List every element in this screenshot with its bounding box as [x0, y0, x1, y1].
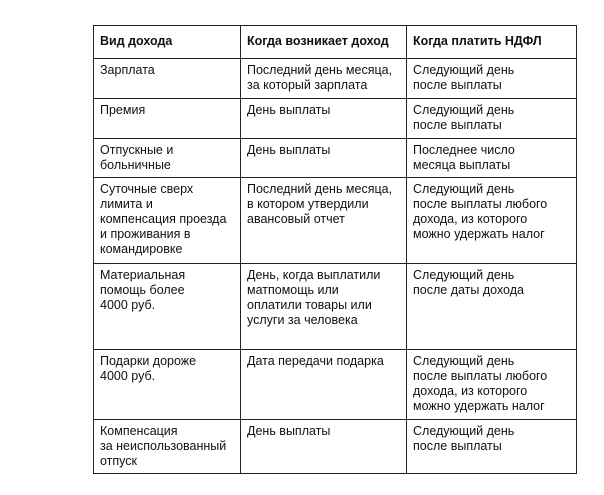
- table-header-row: [94, 26, 577, 59]
- cell-when-to-pay-ndfl: Последнее число месяца выплаты: [407, 139, 577, 178]
- cell-when-to-pay-ndfl: Следующий день после выплаты: [407, 420, 577, 474]
- cell-income-type: Отпускные и больничные: [94, 139, 241, 178]
- header-when-income-arises: Когда возникает доход: [241, 26, 407, 59]
- cell-income-type: Зарплата: [94, 59, 241, 99]
- cell-when-to-pay-ndfl: Следующий день после выплаты любого дохода, из которого можно удержать налог: [407, 178, 577, 264]
- cell-when-income-arises: День выплаты: [241, 99, 407, 139]
- cell-when-income-arises: Последний день месяца, в котором утвердили авансовый отчет: [241, 178, 407, 264]
- cell-when-income-arises: Последний день месяца, за который зарплата: [241, 59, 407, 99]
- cell-income-type: Компенсация за неиспользованный отпуск: [94, 420, 241, 474]
- cell-income-type: Материальная помощь более 4000 руб.: [94, 264, 241, 350]
- table-row: [94, 350, 577, 420]
- table-row: [94, 420, 577, 474]
- cell-when-income-arises: День выплаты: [241, 139, 407, 178]
- table-row: [94, 264, 577, 350]
- table-row: [94, 99, 577, 139]
- header-income-type: Вид дохода: [94, 26, 241, 59]
- table-row: [94, 139, 577, 178]
- cell-when-income-arises: Дата передачи подарка: [241, 350, 407, 420]
- cell-income-type: Подарки дороже 4000 руб.: [94, 350, 241, 420]
- cell-when-to-pay-ndfl: Следующий день после выплаты: [407, 59, 577, 99]
- ndfl-payment-table: [93, 25, 577, 474]
- cell-income-type: Премия: [94, 99, 241, 139]
- cell-when-to-pay-ndfl: Следующий день после даты дохода: [407, 264, 577, 350]
- cell-when-to-pay-ndfl: Следующий день после выплаты любого дохода, из которого можно удержать налог: [407, 350, 577, 420]
- header-when-to-pay-ndfl: Когда платить НДФЛ: [407, 26, 577, 59]
- cell-when-income-arises: День выплаты: [241, 420, 407, 474]
- table-row: [94, 59, 577, 99]
- cell-income-type: Суточные сверх лимита и компенсация проезда и проживания в командировке: [94, 178, 241, 264]
- cell-when-income-arises: День, когда выплатили матпомощь или оплатили товары или услуги за человека: [241, 264, 407, 350]
- table-row: [94, 178, 577, 264]
- cell-when-to-pay-ndfl: Следующий день после выплаты: [407, 99, 577, 139]
